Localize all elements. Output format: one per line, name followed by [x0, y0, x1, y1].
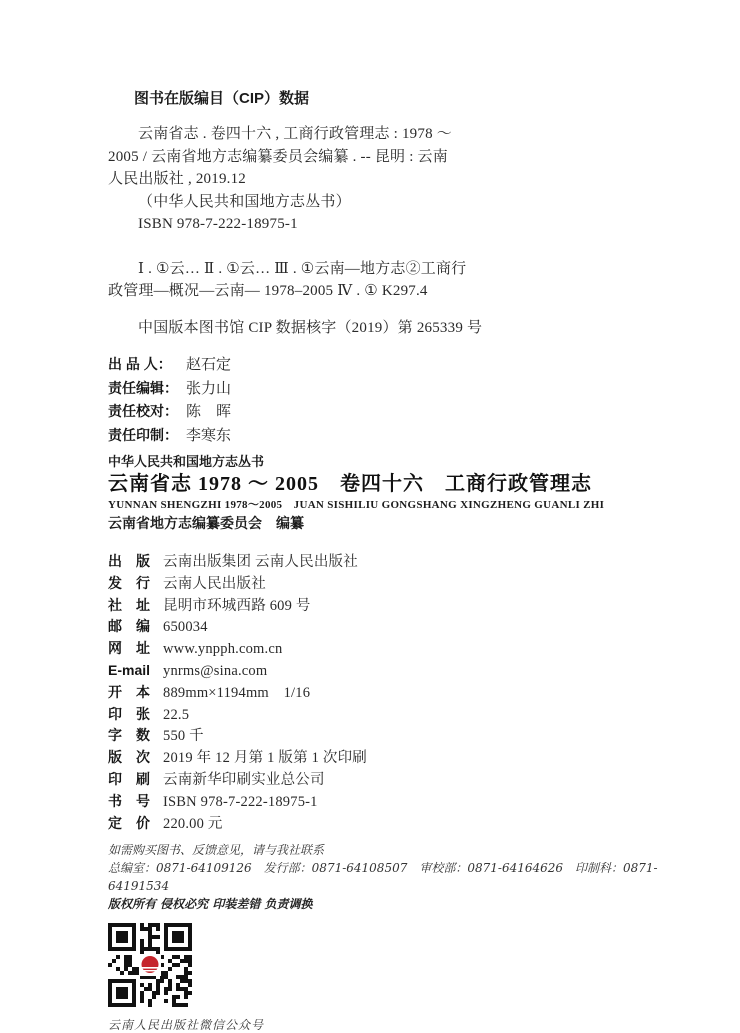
department-phones: 总编室：0871-64109126 发行部：0871-64108507 审校部：0871-64164626 印制科：0871-64191534 [108, 861, 658, 894]
cip-line: 云南省志 . 卷四十六 , 工商行政管理志 : 1978 ～ [138, 126, 452, 142]
pub-row-printer [108, 769, 670, 791]
cip-line: 2005 / 云南省地方志编纂委员会编纂 . -- 昆明 : 云南 [108, 148, 448, 165]
cip-classification [108, 258, 670, 303]
cip-series-line: （中华人民共和国地方志丛书） [138, 193, 351, 210]
pub-label: 邮 编 [108, 618, 150, 635]
staff-row [108, 424, 670, 448]
publication-block [108, 551, 670, 834]
book-title-pinyin: YUNNAN SHENGZHI 1978～2005 JUAN SISHILIU GONGSHANG XINGZHENG GUANLI ZHI [108, 499, 605, 511]
cip-record-line: 中国版本图书馆 CIP 数据核字（2019）第 265339 号 [138, 319, 483, 336]
pub-label: 定 价 [108, 814, 150, 831]
pub-value: 889mm×1194mm 1/16 [163, 684, 311, 701]
pub-value: ynrms@sina.com [163, 662, 268, 679]
cip-block [108, 88, 670, 339]
pub-label: 字 数 [108, 727, 150, 744]
pub-row-price [108, 813, 670, 835]
contact-block [108, 842, 670, 913]
book-title: 云南省志 1978 ～ 2005 卷四十六 工商行政管理志 [108, 473, 592, 495]
staff-value: 赵石定 [186, 357, 232, 373]
title-block [108, 453, 670, 533]
pub-row-wordcount [108, 725, 670, 747]
staff-value: 陈 晖 [186, 404, 232, 420]
pub-value: 650034 [163, 619, 208, 636]
staff-row [108, 377, 670, 401]
cip-paragraph [108, 123, 670, 236]
series-name: 中华人民共和国地方志丛书 [108, 454, 265, 469]
cip-record [108, 317, 670, 340]
purchase-note: 如需购买图书、反馈意见，请与我社联系 [108, 843, 325, 858]
compiler: 云南省地方志编纂委员会 编纂 [108, 515, 304, 531]
staff-label: 出 品 人： [108, 356, 172, 372]
pub-label: 社 址 [108, 596, 150, 613]
copyright-notice: 版权所有 侵权必究 印装差错 负责调换 [108, 897, 313, 912]
pub-label: E-mail [108, 661, 151, 678]
pub-row-distributor [108, 573, 670, 595]
pub-value: 550 千 [163, 728, 204, 745]
wechat-qr-code-icon [108, 923, 192, 1007]
cip-line: 人民出版社 , 2019.12 [108, 171, 247, 187]
pub-value: 2019 年 12 月第 1 版第 1 次印刷 [163, 750, 367, 767]
pub-value: 云南新华印刷实业总公司 [163, 771, 325, 788]
pub-value: 昆明市环城西路 609 号 [163, 597, 311, 614]
staff-block [108, 353, 670, 447]
pub-row-publisher [108, 551, 670, 573]
pub-label: 网 址 [108, 640, 150, 657]
qr-caption: 云南人民出版社微信公众号 [108, 1018, 265, 1033]
pub-label: 出 版 [108, 553, 150, 569]
pub-value: 220.00 元 [163, 815, 223, 832]
pub-label: 开 本 [108, 683, 150, 700]
pub-row-sheets [108, 704, 670, 726]
cip-class-line: 政管理—概况—云南— 1978–2005 Ⅳ . ① K297.4 [108, 283, 428, 299]
staff-label: 责任编辑： [108, 379, 178, 396]
qr-block [108, 923, 670, 1033]
pub-row-format [108, 682, 670, 704]
pub-label: 印 刷 [108, 770, 150, 787]
staff-row [108, 400, 670, 424]
staff-value: 张力山 [186, 380, 232, 397]
pub-label: 书 号 [108, 792, 150, 809]
pub-label: 印 张 [108, 705, 150, 722]
cip-header: 图书在版编目（CIP）数据 [134, 90, 310, 107]
pub-row-address [108, 595, 670, 617]
pub-label: 发 行 [108, 574, 150, 591]
pub-row-postcode [108, 616, 670, 638]
pub-value: 云南出版集团 云南人民出版社 [163, 554, 358, 570]
staff-row [108, 353, 670, 377]
staff-value: 李寒东 [186, 427, 232, 444]
pub-value: www.ynpph.com.cn [163, 641, 283, 658]
pub-value: 22.5 [163, 706, 190, 723]
pub-row-edition [108, 747, 670, 769]
pub-value: 云南人民出版社 [163, 575, 266, 592]
pub-row-website [108, 638, 670, 660]
staff-label: 责任校对： [108, 403, 178, 419]
pub-row-email [108, 660, 670, 682]
pub-label: 版 次 [108, 749, 150, 766]
staff-label: 责任印制： [108, 426, 178, 443]
pub-value: ISBN 978-7-222-18975-1 [163, 793, 318, 810]
pub-row-isbn [108, 791, 670, 813]
cip-isbn-line: ISBN 978-7-222-18975-1 [138, 216, 298, 232]
cip-class-line: Ⅰ . ①云… Ⅱ . ①云… Ⅲ . ①云南—地方志②工商行 [138, 260, 467, 277]
